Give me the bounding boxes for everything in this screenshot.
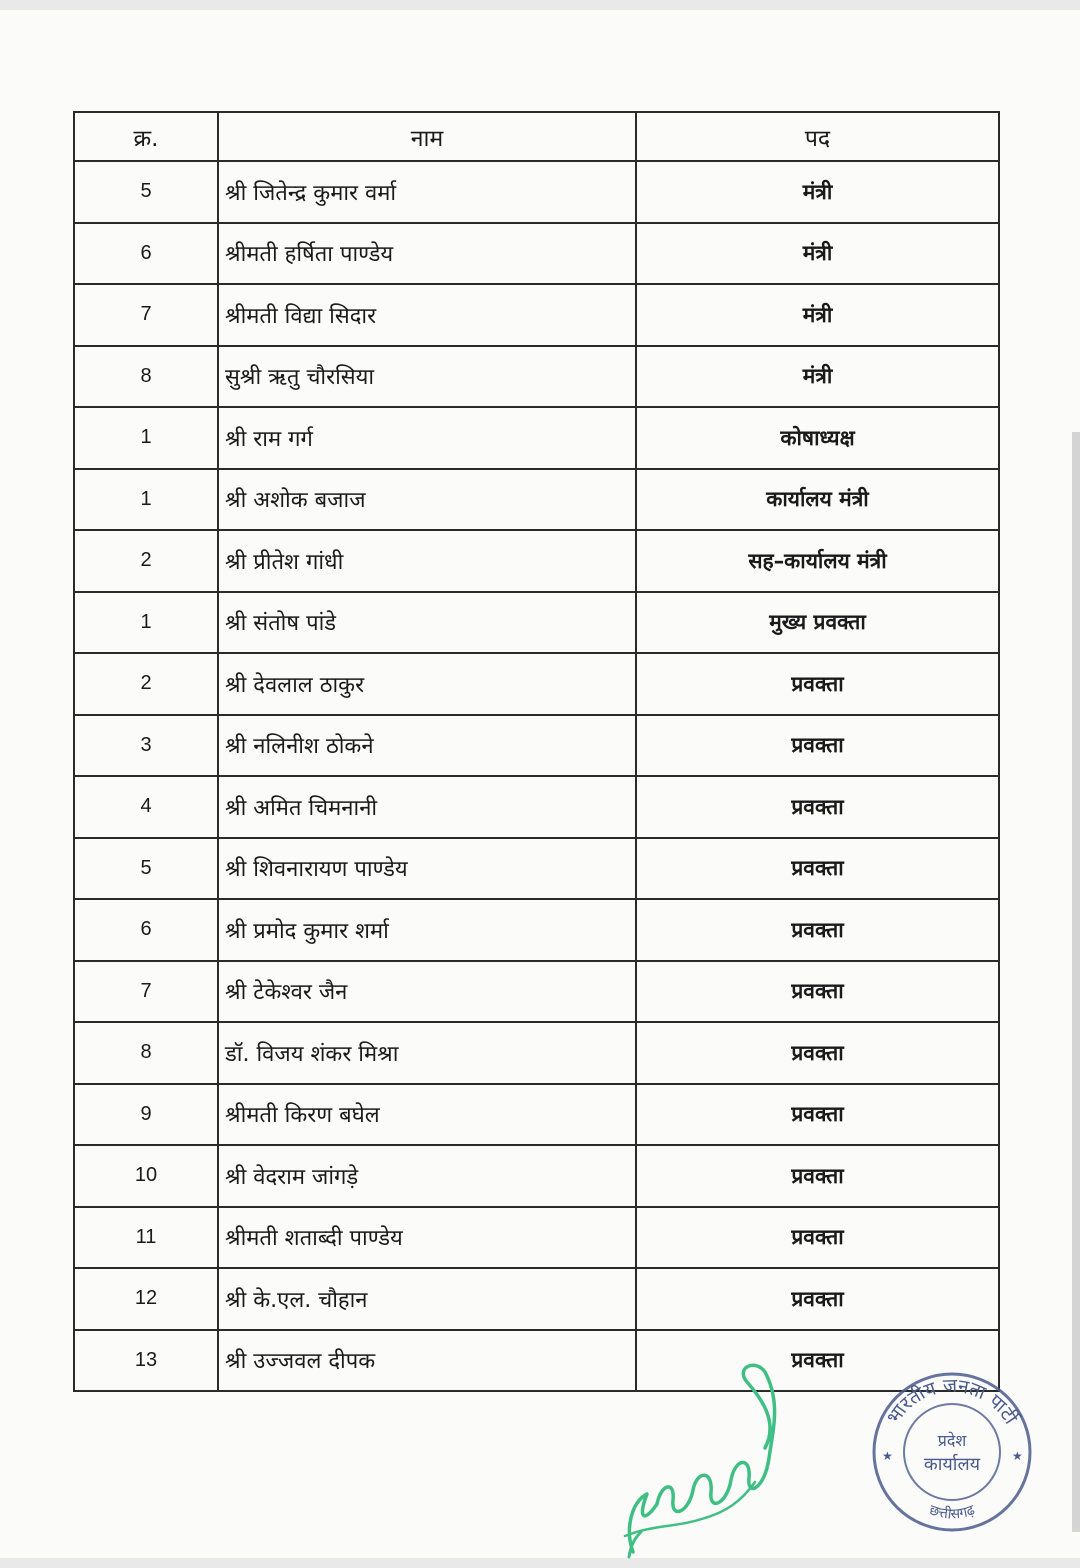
- serial-number-cell: 1: [74, 407, 218, 469]
- stamp-line-2: कार्यालय: [923, 1454, 981, 1475]
- name-cell: श्रीमती किरण बघेल: [218, 1084, 636, 1146]
- serial-number-cell: 4: [74, 776, 218, 838]
- name-cell: डॉ. विजय शंकर मिश्रा: [218, 1022, 636, 1084]
- stamp-bottom-text: छत्तीसगढ़: [927, 1502, 977, 1523]
- name-cell: श्री प्रमोद कुमार शर्मा: [218, 899, 636, 961]
- post-cell: प्रवक्ता: [636, 1268, 999, 1330]
- post-cell: कार्यालय मंत्री: [636, 469, 999, 531]
- name-cell: श्री टेकेश्वर जैन: [218, 961, 636, 1023]
- name-cell: श्री अमित चिमनानी: [218, 776, 636, 838]
- name-cell: श्री अशोक बजाज: [218, 469, 636, 531]
- serial-number-cell: 10: [74, 1145, 218, 1207]
- table-row: [74, 1145, 999, 1207]
- table-row: [74, 592, 999, 654]
- stamp-star-icon: ★: [1012, 1449, 1023, 1463]
- post-cell: मंत्री: [636, 161, 999, 223]
- table-row: [74, 469, 999, 531]
- serial-number-header: क्र.: [74, 112, 218, 161]
- serial-number-cell: 6: [74, 899, 218, 961]
- stamp-outer-text: भारतीय जनता पार्टी: [882, 1374, 1022, 1429]
- name-cell: श्री संतोष पांडे: [218, 592, 636, 654]
- name-cell: श्री जितेन्द्र कुमार वर्मा: [218, 161, 636, 223]
- name-cell: श्री के.एल. चौहान: [218, 1268, 636, 1330]
- signature-icon: [615, 1352, 795, 1562]
- post-cell: प्रवक्ता: [636, 1207, 999, 1269]
- name-cell: श्रीमती विद्या सिदार: [218, 284, 636, 346]
- name-cell: श्री प्रीतेश गांधी: [218, 530, 636, 592]
- post-cell: मंत्री: [636, 284, 999, 346]
- post-cell: प्रवक्ता: [636, 715, 999, 777]
- post-cell: मुख्य प्रवक्ता: [636, 592, 999, 654]
- post-cell: प्रवक्ता: [636, 1145, 999, 1207]
- table-header-row: [74, 112, 999, 161]
- serial-number-cell: 7: [74, 284, 218, 346]
- post-cell: प्रवक्ता: [636, 838, 999, 900]
- serial-number-cell: 5: [74, 838, 218, 900]
- post-cell: प्रवक्ता: [636, 1330, 999, 1392]
- name-header: नाम: [218, 112, 636, 161]
- serial-number-cell: 5: [74, 161, 218, 223]
- serial-number-cell: 9: [74, 1084, 218, 1146]
- table-row: [74, 653, 999, 715]
- serial-number-cell: 1: [74, 592, 218, 654]
- post-cell: प्रवक्ता: [636, 961, 999, 1023]
- serial-number-cell: 7: [74, 961, 218, 1023]
- table-row: [74, 715, 999, 777]
- document-page: [0, 10, 1080, 1558]
- table-row: [74, 1330, 999, 1392]
- serial-number-cell: 11: [74, 1207, 218, 1269]
- table-row: [74, 161, 999, 223]
- table-row: [74, 284, 999, 346]
- name-cell: श्रीमती हर्षिता पाण्डेय: [218, 223, 636, 285]
- post-cell: प्रवक्ता: [636, 1022, 999, 1084]
- table-row: [74, 407, 999, 469]
- serial-number-cell: 6: [74, 223, 218, 285]
- table-row: [74, 838, 999, 900]
- post-cell: प्रवक्ता: [636, 1084, 999, 1146]
- name-cell: श्री वेदराम जांगड़े: [218, 1145, 636, 1207]
- post-cell: मंत्री: [636, 223, 999, 285]
- serial-number-cell: 1: [74, 469, 218, 531]
- serial-number-cell: 2: [74, 653, 218, 715]
- table-row: [74, 1084, 999, 1146]
- name-cell: श्रीमती शताब्दी पाण्डेय: [218, 1207, 636, 1269]
- stamp-line-1: प्रदेश: [937, 1431, 967, 1450]
- post-cell: प्रवक्ता: [636, 899, 999, 961]
- table-row: [74, 1207, 999, 1269]
- serial-number-cell: 12: [74, 1268, 218, 1330]
- table-row: [74, 899, 999, 961]
- name-cell: श्री नलिनीश ठोकने: [218, 715, 636, 777]
- post-cell: मंत्री: [636, 346, 999, 408]
- name-cell: श्री देवलाल ठाकुर: [218, 653, 636, 715]
- table-row: [74, 776, 999, 838]
- office-stamp: [868, 1368, 1036, 1536]
- post-header: पद: [636, 112, 999, 161]
- post-cell: कोषाध्यक्ष: [636, 407, 999, 469]
- table-row: [74, 961, 999, 1023]
- table-row: [74, 1022, 999, 1084]
- table-row: [74, 346, 999, 408]
- name-cell: श्री उज्जवल दीपक: [218, 1330, 636, 1392]
- table-row: [74, 1268, 999, 1330]
- page-edge-strip: [1072, 432, 1080, 1532]
- office-bearers-table: [73, 111, 1000, 1392]
- name-cell: श्री शिवनारायण पाण्डेय: [218, 838, 636, 900]
- table-row: [74, 530, 999, 592]
- post-cell: प्रवक्ता: [636, 776, 999, 838]
- name-cell: श्री राम गर्ग: [218, 407, 636, 469]
- table-row: [74, 223, 999, 285]
- post-cell: सह–कार्यालय मंत्री: [636, 530, 999, 592]
- name-cell: सुश्री ऋतु चौरसिया: [218, 346, 636, 408]
- serial-number-cell: 13: [74, 1330, 218, 1392]
- post-cell: प्रवक्ता: [636, 653, 999, 715]
- stamp-star-icon: ★: [882, 1449, 893, 1463]
- serial-number-cell: 3: [74, 715, 218, 777]
- serial-number-cell: 8: [74, 1022, 218, 1084]
- serial-number-cell: 8: [74, 346, 218, 408]
- serial-number-cell: 2: [74, 530, 218, 592]
